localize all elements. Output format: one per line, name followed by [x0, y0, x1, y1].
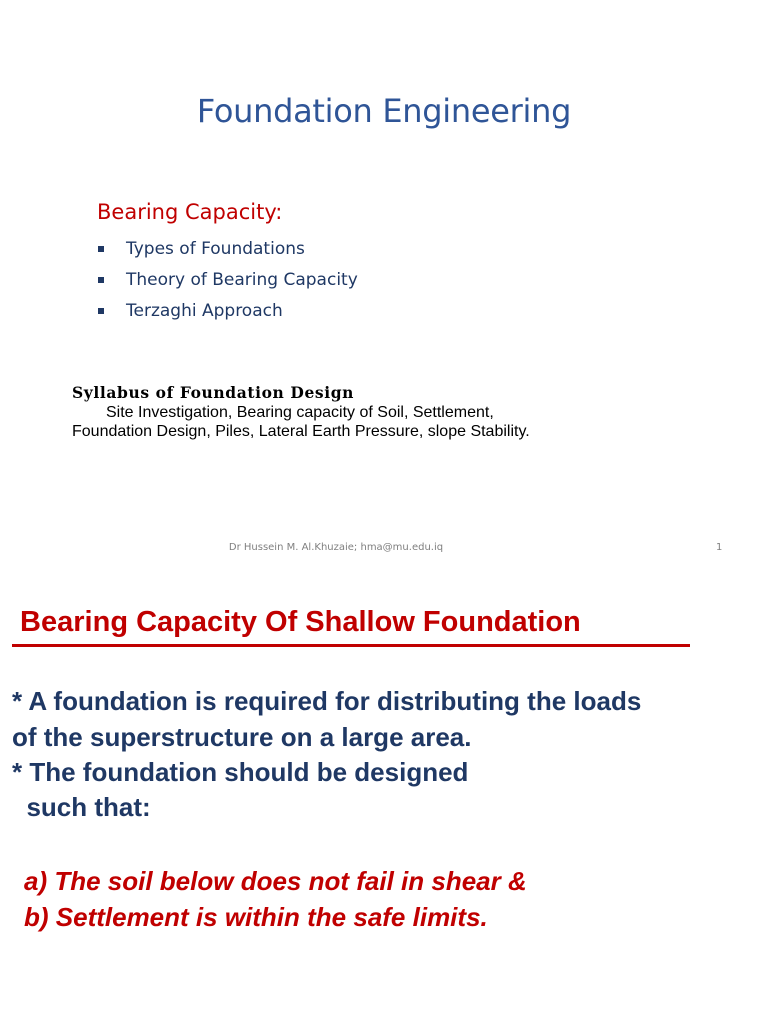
title-underline: [12, 644, 690, 647]
condition-b: b) Settlement is within the safe limits.: [24, 902, 488, 932]
page-number: 1: [716, 542, 723, 553]
slide-2: [0, 576, 768, 1024]
syllabus-title: Syllabus of Foundation Design: [72, 383, 355, 402]
square-bullet-icon: [98, 277, 104, 283]
shallow-foundation-title: Bearing Capacity Of Shallow Foundation: [12, 606, 581, 638]
list-item-label: Types of Foundations: [126, 239, 305, 259]
body-text-line: of the superstructure on a large area.: [12, 722, 472, 752]
list-item: [97, 267, 358, 298]
list-item-label: Theory of Bearing Capacity: [126, 270, 358, 290]
slide-title: Foundation Engineering: [196, 92, 572, 130]
syllabus-text-line-1: Site Investigation, Bearing capacity of Soil, Settlement,: [106, 404, 494, 421]
body-text-line: * The foundation should be designed: [12, 757, 469, 787]
body-text-line: * A foundation is required for distributing the loads: [12, 686, 642, 716]
bearing-capacity-heading: Bearing Capacity:: [97, 200, 283, 224]
body-text-line: such that:: [12, 792, 151, 822]
topic-list: [97, 236, 358, 329]
list-item-label: Terzaghi Approach: [126, 301, 283, 321]
condition-a: a) The soil below does not fail in shear &: [24, 866, 527, 896]
slide-footer: Dr Hussein M. Al.Khuzaie; hma@mu.edu.iq: [228, 542, 444, 553]
square-bullet-icon: [98, 246, 104, 252]
list-item: [97, 236, 358, 267]
list-item: [97, 298, 358, 329]
syllabus-text-line-2: Foundation Design, Piles, Lateral Earth Pressure, slope Stability.: [72, 423, 530, 440]
square-bullet-icon: [98, 308, 104, 314]
